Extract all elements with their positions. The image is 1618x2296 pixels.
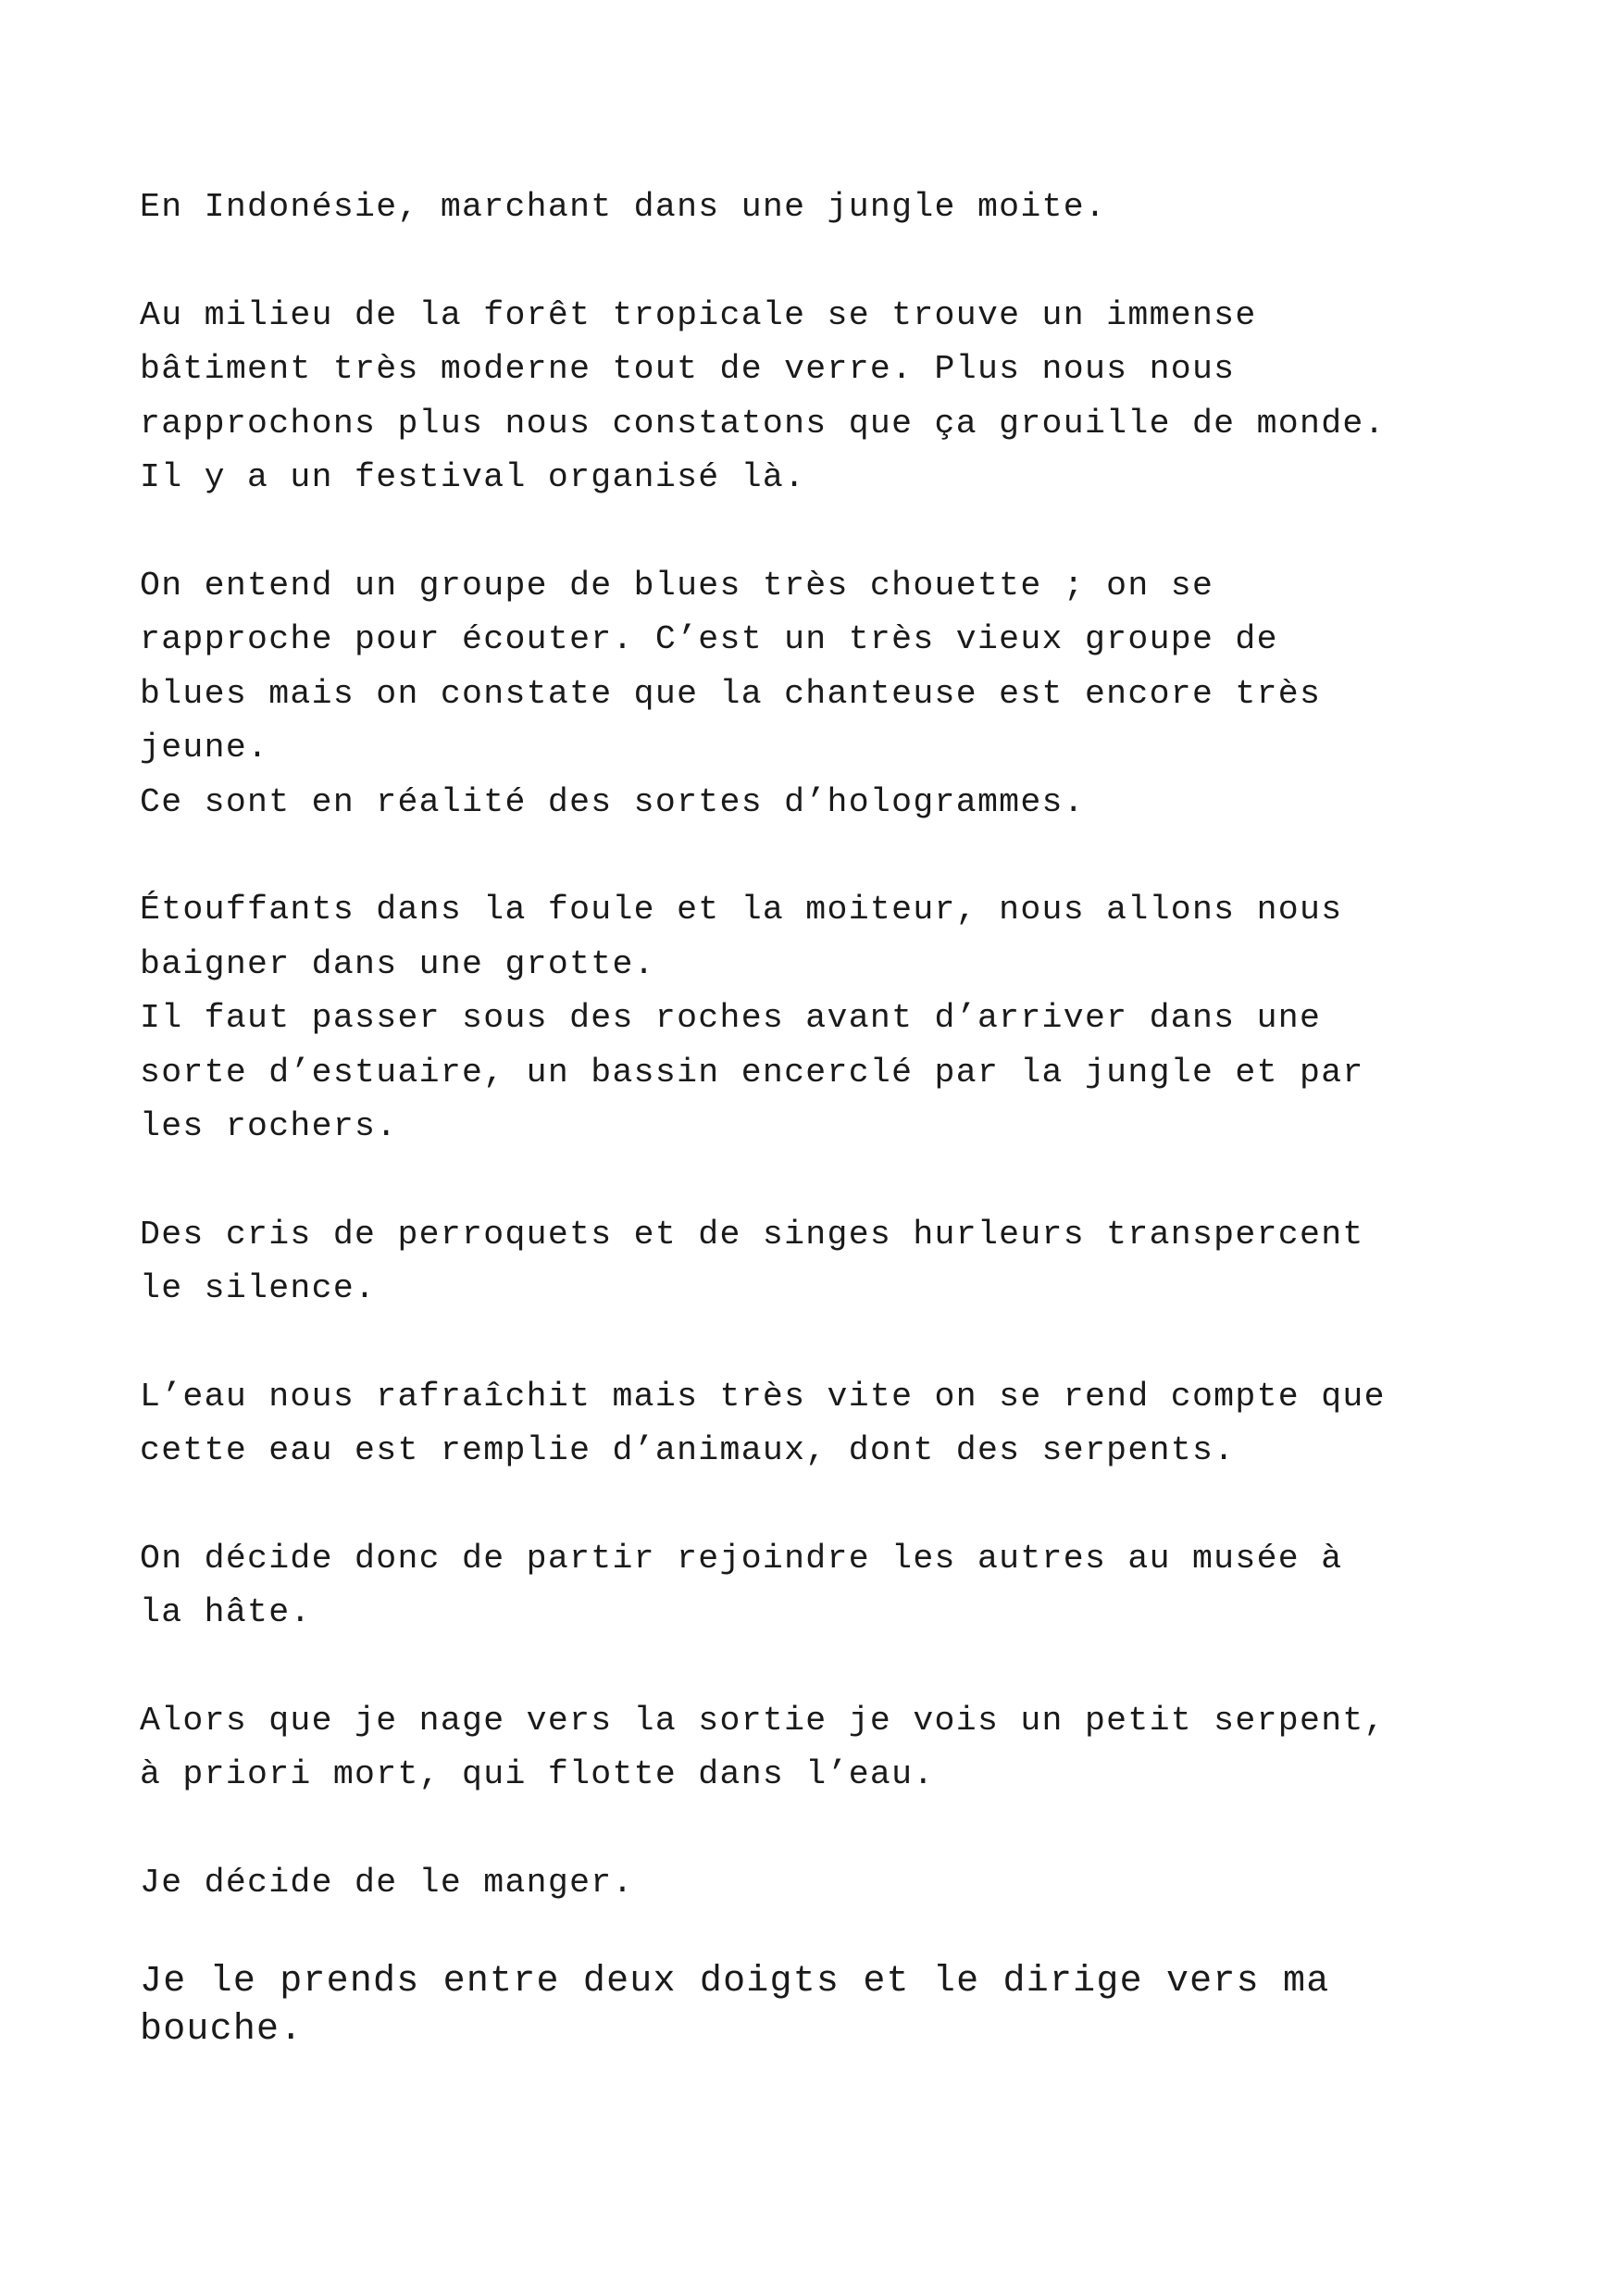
- paragraph-3: [140, 559, 1482, 830]
- text-line: bâtiment très moderne tout de verre. Plus nous nous: [140, 350, 1236, 388]
- document-body: [140, 181, 1482, 2108]
- text-line: rapproche pour écouter. C’est un très vieux groupe de: [140, 620, 1278, 658]
- text-line: Des cris de perroquets et de singes hurleurs transpercent: [140, 1215, 1364, 1254]
- text-line: En Indonésie, marchant dans une jungle moite.: [140, 188, 1107, 226]
- text-line: On entend un groupe de blues très chouette ; on se: [140, 566, 1214, 605]
- paragraph-5: [140, 1208, 1482, 1316]
- text-line: le silence.: [140, 1269, 377, 1307]
- text-line: Au milieu de la forêt tropicale se trouve un immense: [140, 295, 1257, 334]
- paragraph-2: [140, 289, 1482, 505]
- text-line: Je décide de le manger.: [140, 1863, 634, 1902]
- text-line: sorte d’estuaire, un bassin encerclé par la jungle et par: [140, 1053, 1364, 1092]
- text-line: blues mais on constate que la chanteuse est encore très: [140, 674, 1322, 713]
- text-line: Ce sont en réalité des sortes d’hologrammes.: [140, 782, 1085, 821]
- text-line: cette eau est remplie d’animaux, dont des serpents.: [140, 1431, 1236, 1469]
- text-line: Alors que je nage vers la sortie je vois un petit serpent,: [140, 1701, 1386, 1740]
- paragraph-8: [140, 1694, 1482, 1803]
- text-line: Je le prends entre deux doigts et le dirige vers ma: [140, 1961, 1330, 2003]
- text-line: la hâte.: [140, 1593, 312, 1631]
- text-line: les rochers.: [140, 1107, 398, 1145]
- paragraph-1: [140, 181, 1482, 235]
- paragraph-10: [140, 1958, 1482, 2054]
- text-line: Étouffants dans la foule et la moiteur, nous allons nous: [140, 891, 1343, 929]
- text-line: Il y a un festival organisé là.: [140, 458, 806, 496]
- text-line: à priori mort, qui flotte dans l’eau.: [140, 1755, 935, 1793]
- text-line: bouche.: [140, 2009, 304, 2051]
- paragraph-6: [140, 1370, 1482, 1479]
- text-line: L’eau nous rafraîchit mais très vite on se rend compte que: [140, 1377, 1386, 1416]
- paragraph-9: [140, 1856, 1482, 1911]
- text-line: rapprochons plus nous constatons que ça grouille de monde.: [140, 404, 1386, 443]
- paragraph-7: [140, 1532, 1482, 1641]
- text-line: On décide donc de partir rejoindre les autres au musée à: [140, 1539, 1343, 1578]
- text-line: jeune.: [140, 729, 269, 767]
- text-line: baigner dans une grotte.: [140, 944, 655, 983]
- paragraph-4: [140, 883, 1482, 1154]
- text-line: Il faut passer sous des roches avant d’arriver dans une: [140, 999, 1322, 1037]
